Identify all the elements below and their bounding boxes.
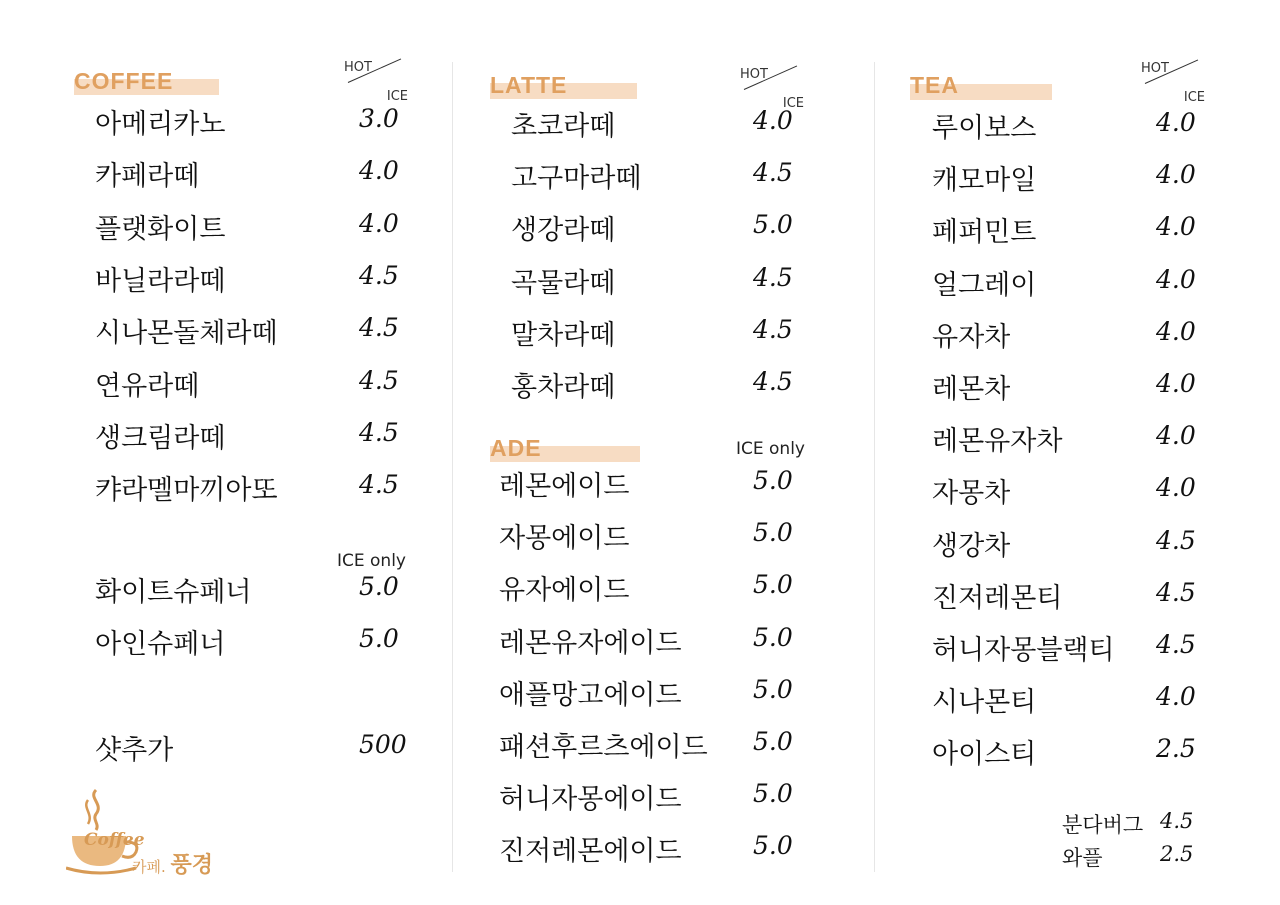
item-name: 시나몬돌체라떼 bbox=[95, 318, 278, 350]
coffee-title: COFFEE bbox=[74, 68, 174, 94]
item-name: 고구마라떼 bbox=[511, 163, 642, 195]
hot-ice-header bbox=[1141, 61, 1211, 105]
item-price: 4.0 bbox=[753, 106, 793, 135]
item-name: 플랫화이트 bbox=[95, 213, 226, 245]
item-name: 생크림라떼 bbox=[95, 422, 226, 454]
item-price: 4.5 bbox=[753, 262, 793, 292]
item-name: 유자차 bbox=[932, 321, 1011, 353]
item-name: 레몬차 bbox=[932, 374, 1011, 405]
item-price: 4.0 bbox=[1156, 682, 1196, 712]
item-price: 4.5 bbox=[359, 470, 399, 500]
ade-title: ADE bbox=[490, 435, 542, 461]
item-name: 말차라떼 bbox=[511, 319, 616, 351]
logo-text-ko: 카페. 풍경 bbox=[132, 853, 214, 878]
dessert-item bbox=[1062, 809, 1240, 837]
ice-label: ICE bbox=[1183, 90, 1205, 105]
menu-item bbox=[932, 367, 1236, 407]
item-name: 바닐라라떼 bbox=[95, 265, 226, 297]
item-name: 허니자몽블랙티 bbox=[932, 635, 1115, 666]
item-price: 4.5 bbox=[359, 365, 399, 395]
item-price: 4.5 bbox=[359, 417, 399, 447]
item-price: 4.0 bbox=[1156, 369, 1196, 398]
item-price: 5.0 bbox=[753, 518, 793, 548]
item-name: 자몽에이드 bbox=[499, 523, 630, 555]
item-price: 4.0 bbox=[1156, 108, 1196, 137]
item-name: 초코라떼 bbox=[511, 111, 616, 142]
item-price: 4.0 bbox=[359, 208, 399, 238]
item-price: 2.5 bbox=[1160, 842, 1194, 866]
item-price: 4.5 bbox=[359, 313, 399, 343]
item-name: 아인슈페너 bbox=[95, 629, 226, 660]
item-price: 3.0 bbox=[359, 104, 399, 133]
latte-title: LATTE bbox=[490, 72, 568, 98]
item-name: 자몽차 bbox=[932, 478, 1011, 510]
item-name: 시나몬티 bbox=[932, 687, 1037, 719]
item-name: 애플망고에이드 bbox=[499, 679, 682, 711]
hot-label: HOT bbox=[740, 67, 768, 82]
item-name: 곡물라떼 bbox=[511, 267, 616, 299]
hot-label: HOT bbox=[344, 60, 372, 75]
item-price: 5.0 bbox=[753, 779, 793, 809]
item-name: 샷추가 bbox=[95, 735, 174, 766]
item-price: 4.5 bbox=[1156, 525, 1196, 555]
menu-item bbox=[932, 576, 1236, 616]
menu-item bbox=[932, 210, 1236, 250]
dessert-item bbox=[1062, 842, 1240, 870]
item-name: 패션후르츠에이드 bbox=[499, 732, 708, 763]
menu-item bbox=[932, 732, 1236, 772]
item-price: 4.0 bbox=[1156, 264, 1196, 294]
menu-item bbox=[932, 628, 1236, 668]
item-name: 허니자몽에이드 bbox=[499, 784, 682, 816]
item-price: 5.0 bbox=[753, 466, 793, 495]
item-name: 진저레몬티 bbox=[932, 582, 1063, 614]
item-name: 생강라떼 bbox=[511, 215, 616, 247]
item-name: 캬라멜마끼아또 bbox=[95, 475, 278, 507]
item-price: 4.0 bbox=[1156, 212, 1196, 242]
tea-title: TEA bbox=[910, 72, 959, 98]
menu-item bbox=[932, 471, 1236, 511]
item-price: 5.0 bbox=[359, 624, 399, 653]
item-price: 5.0 bbox=[753, 622, 793, 652]
item-price: 500 bbox=[359, 730, 407, 759]
ice-label: ICE bbox=[782, 96, 804, 111]
item-name: 진저레몬에이드 bbox=[499, 836, 682, 868]
menu-item bbox=[932, 680, 1236, 720]
item-name: 카페라떼 bbox=[95, 161, 200, 193]
item-price: 5.0 bbox=[753, 727, 793, 756]
item-price: 5.0 bbox=[753, 831, 793, 861]
logo-text-en: Coffee bbox=[84, 830, 145, 850]
item-name: 생강차 bbox=[932, 530, 1011, 562]
item-price: 4.5 bbox=[359, 260, 399, 290]
item-price: 4.5 bbox=[1160, 809, 1194, 833]
menu-item bbox=[932, 315, 1236, 355]
menu-item bbox=[932, 106, 1236, 146]
item-price: 5.0 bbox=[753, 674, 793, 704]
menu-item bbox=[932, 419, 1236, 459]
item-price: 4.5 bbox=[753, 367, 793, 396]
item-name: 연유라떼 bbox=[95, 370, 200, 402]
item-name: 아메리카노 bbox=[95, 109, 226, 140]
item-name: 와플 bbox=[1062, 846, 1103, 870]
item-name: 분다버그 bbox=[1062, 813, 1144, 837]
item-name: 캐모마일 bbox=[932, 165, 1037, 197]
ice-only-label: ICE only bbox=[736, 439, 805, 459]
item-price: 4.0 bbox=[1156, 473, 1196, 503]
item-name: 홍차라떼 bbox=[511, 372, 616, 403]
item-name: 아이스티 bbox=[932, 739, 1037, 771]
item-price: 5.0 bbox=[359, 572, 399, 601]
item-name: 레몬에이드 bbox=[499, 471, 630, 502]
item-name: 유자에이드 bbox=[499, 575, 630, 607]
item-price: 2.5 bbox=[1156, 734, 1196, 764]
item-name: 레몬유자에이드 bbox=[499, 627, 682, 659]
item-price: 5.0 bbox=[753, 570, 793, 600]
menu-item bbox=[932, 158, 1236, 198]
hot-label: HOT bbox=[1141, 61, 1169, 76]
item-price: 4.5 bbox=[1156, 577, 1196, 607]
item-name: 루이보스 bbox=[932, 113, 1037, 144]
item-price: 4.0 bbox=[359, 156, 399, 186]
item-price: 4.5 bbox=[753, 314, 793, 344]
item-name: 페퍼민트 bbox=[932, 217, 1037, 249]
item-price: 4.0 bbox=[1156, 316, 1196, 346]
item-price: 4.5 bbox=[1156, 630, 1196, 659]
item-price: 4.0 bbox=[1156, 160, 1196, 190]
item-price: 4.0 bbox=[1156, 421, 1196, 451]
menu-item bbox=[932, 524, 1236, 564]
item-price: 4.5 bbox=[753, 158, 793, 188]
item-name: 화이트슈페너 bbox=[95, 577, 252, 608]
item-name: 얼그레이 bbox=[932, 269, 1037, 301]
item-price: 5.0 bbox=[753, 210, 793, 240]
menu-item bbox=[932, 263, 1236, 303]
ice-label: ICE bbox=[386, 89, 408, 104]
ice-only-label: ICE only bbox=[337, 551, 406, 571]
item-name: 레몬유자차 bbox=[932, 426, 1063, 458]
